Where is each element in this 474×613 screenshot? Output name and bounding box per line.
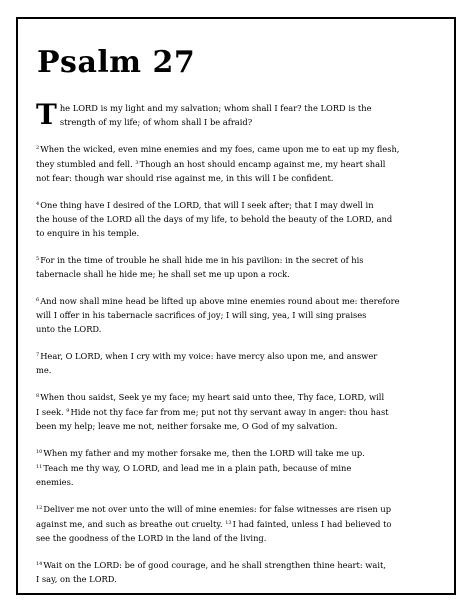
- text-line: [36, 419, 424, 433]
- text-line: [36, 212, 424, 226]
- verse-number: 9: [66, 408, 70, 414]
- text-line: [36, 363, 424, 377]
- verse-number: 6: [36, 297, 40, 303]
- verse-text: they stumbled and fell.: [36, 159, 136, 169]
- verse-text: When the wicked, even mine enemies and my foes, came upon me to eat up my flesh,: [40, 144, 400, 154]
- text-line: [36, 141, 424, 156]
- text-line: [36, 171, 424, 185]
- text-line: [36, 308, 424, 322]
- text-line: [36, 115, 424, 129]
- verse-text: unto the LORD.: [36, 324, 102, 334]
- verse-text: strength of my life; of whom shall I be afraid?: [59, 117, 253, 127]
- drop-cap: T: [36, 98, 57, 131]
- text-line: [36, 460, 424, 475]
- verse-number: 13: [225, 520, 232, 526]
- verse-text: to enquire in his temple.: [36, 228, 140, 238]
- verse-text: Though an host should encamp against me, my heart shall: [139, 159, 386, 169]
- verse-text: I seek.: [36, 407, 67, 417]
- verse-text: he LORD is my light and my salvation; whom shall I fear? the LORD is the: [59, 103, 372, 113]
- psalm-text: [36, 98, 424, 598]
- verse-number: 8: [36, 393, 40, 399]
- text-line: [36, 516, 424, 531]
- verse-text: Hear, O LORD, when I cry with my voice: have mercy also upon me, and answer: [40, 351, 378, 361]
- verse-number: 12: [36, 505, 43, 511]
- text-line: [36, 252, 424, 267]
- verse-paragraph: [36, 98, 424, 131]
- verse-text: When my father and my mother forsake me, then the LORD will take me up.: [43, 448, 365, 458]
- verse-paragraph: [36, 197, 424, 240]
- verse-text: When thou saidst, Seek ye my face; my heart said unto thee, Thy face, LORD, will: [40, 392, 385, 402]
- text-line: [36, 101, 424, 115]
- verse-text: Hide not thy face far from me; put not thy servant away in anger: thou hast: [70, 407, 389, 417]
- verse-paragraph: [36, 389, 424, 433]
- verse-text: enemies.: [36, 477, 74, 487]
- verse-paragraph: [36, 460, 424, 489]
- text-line: [36, 404, 424, 419]
- verse-number: 4: [36, 201, 40, 207]
- verse-text: against me, and such as breathe out cruelty.: [36, 519, 226, 529]
- verse-number: 11: [36, 464, 43, 470]
- verse-number: 3: [135, 160, 139, 166]
- verse-text: me.: [36, 365, 52, 375]
- verse-text: been my help; leave me not, neither forsake me, O God of my salvation.: [36, 421, 338, 431]
- verse-text: I had fainted, unless I had believed to: [232, 519, 392, 529]
- verse-text: For in the time of trouble he shall hide me in his pavilion: in the secret of his: [40, 255, 364, 265]
- verse-text: Wait on the LORD: be of good courage, and he shall strengthen thine heart: wait,: [43, 560, 386, 570]
- verse-text: the house of the LORD all the days of my life, to behold the beauty of the LORD, and: [36, 214, 393, 224]
- text-line: [36, 267, 424, 281]
- verse-text: Deliver me not over unto the will of mine enemies: for false witnesses are risen up: [43, 504, 392, 514]
- verse-text: not fear: though war should rise against me, in this will I be confident.: [36, 173, 334, 183]
- verse-paragraph: [36, 501, 424, 545]
- page-title: Psalm 27: [37, 45, 196, 80]
- text-line: [36, 475, 424, 489]
- verse-paragraph: [36, 557, 424, 586]
- verse-paragraph: [36, 445, 424, 460]
- text-line: [36, 226, 424, 240]
- text-line: [36, 322, 424, 336]
- text-line: [36, 557, 424, 572]
- verse-paragraph: [36, 293, 424, 336]
- verse-paragraph: [36, 348, 424, 377]
- verse-paragraph: [36, 141, 424, 185]
- verse-paragraph: [36, 252, 424, 281]
- verse-number: 10: [36, 449, 43, 455]
- text-line: [36, 501, 424, 516]
- text-line: [36, 293, 424, 308]
- verse-number: 7: [36, 352, 40, 358]
- text-line: [36, 445, 424, 460]
- text-line: [36, 531, 424, 545]
- verse-text: see the goodness of the LORD in the land of the living.: [36, 533, 267, 543]
- verse-text: tabernacle shall he hide me; he shall set me up upon a rock.: [36, 269, 290, 279]
- text-line: [36, 197, 424, 212]
- verse-text: And now shall mine head be lifted up above mine enemies round about me: therefore: [40, 296, 400, 306]
- text-line: [36, 348, 424, 363]
- verse-text: One thing have I desired of the LORD, that will I seek after; that I may dwell in: [40, 200, 374, 210]
- verse-number: 2: [36, 145, 40, 151]
- verse-text: will I offer in his tabernacle sacrifices of joy; I will sing, yea, I will sing praises: [36, 310, 367, 320]
- text-line: [36, 156, 424, 171]
- verse-number: 14: [36, 561, 43, 567]
- verse-text: Teach me thy way, O LORD, and lead me in a plain path, because of mine: [43, 463, 352, 473]
- verse-number: 5: [36, 256, 40, 262]
- text-line: [36, 572, 424, 586]
- text-line: [36, 389, 424, 404]
- verse-text: I say, on the LORD.: [36, 574, 117, 584]
